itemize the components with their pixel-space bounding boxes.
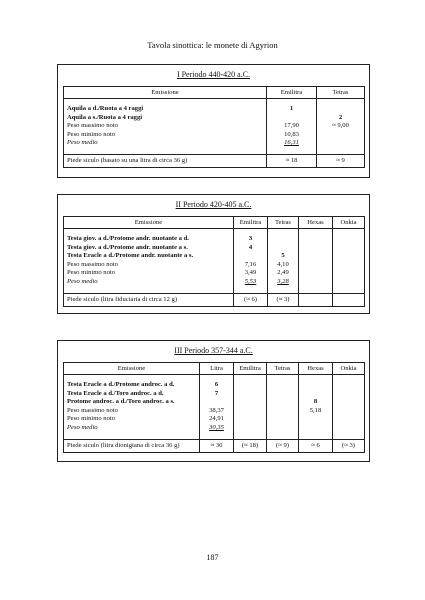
table-row: Peso massimo noto 38,37 5,18 — [64, 407, 365, 416]
period-1-table — [63, 86, 365, 168]
table-row: Peso medio 5,53 3,28 — [64, 278, 365, 287]
table-row: Peso minimo noto 24,91 — [64, 415, 365, 424]
header-emissione: Emissione — [64, 217, 234, 229]
table-row: Aquila a d./Ruota a 4 raggi 1 — [64, 105, 365, 114]
header-emissione: Emissione — [64, 87, 267, 99]
header-emilitra: Emilitra — [234, 363, 267, 375]
header-hexas: Hexas — [299, 363, 333, 375]
header-emilitra: Emilitra — [267, 87, 317, 99]
table-row: Testa Eracle a d./Protome androc. a d. 6 — [64, 381, 365, 390]
table-row: Aquila a s./Ruota a 4 raggi 2 — [64, 114, 365, 123]
table-row: Testa Eracle a d./Protome andr. nuotante a s. 5 — [64, 252, 365, 261]
table-row: Peso minimo noto 10,83 — [64, 131, 365, 140]
header-emissione: Emissione — [64, 363, 200, 375]
header-tetras: Tetras — [268, 217, 299, 229]
table-row: Peso medio 30,35 — [64, 424, 365, 433]
table-row: Testa Eracle a d./Toro androc. a d. 7 — [64, 390, 365, 399]
table-row: Testa giov. a d./Protome andr. nuotante a s. 4 — [64, 244, 365, 253]
table-row: Testa giov. a d./Protome andr. nuotante a d. 3 — [64, 235, 365, 244]
header-onkia: Onkia — [333, 363, 365, 375]
header-onkia: Onkia — [333, 217, 365, 229]
header-hexas: Hexas — [299, 217, 333, 229]
table-row: Peso massimo noto 17,90 ≈ 9,00 — [64, 122, 365, 131]
header-tetras: Tetras — [267, 363, 299, 375]
table-footer-row: Piede siculo (litra dionigiana di circa 36 g) ≈ 36 (≈ 18) (≈ 9) ≈ 6 (≈ 3) — [64, 439, 365, 452]
header-litra: Litra — [200, 363, 234, 375]
table-row: Peso massimo noto 7,16 4,10 — [64, 261, 365, 270]
header-tetras: Tetras — [317, 87, 365, 99]
period-2-title: II Periodo 420-405 a.C. — [175, 200, 252, 209]
table-row: Protome androc. a d./Toro androc. a s. 8 — [64, 398, 365, 407]
period-3-box — [57, 340, 370, 462]
period-1-box — [57, 64, 370, 178]
table-row: Peso medio 16,31 — [64, 139, 365, 148]
period-3-title: III Periodo 357-344 a.C. — [174, 346, 253, 355]
period-3-table — [63, 362, 365, 453]
period-2-box — [57, 194, 370, 314]
table-footer-row: Piede siculo (basato su una litra di circa 36 g) ≈ 18 ≈ 9 — [64, 154, 365, 167]
period-2-table — [63, 216, 365, 307]
header-emilitra: Emilitra — [234, 217, 268, 229]
table-footer-row: Piede siculo (litra fiduciaria di circa 12 g) (≈ 6) (≈ 3) — [64, 293, 365, 306]
page-number: 187 — [206, 553, 219, 562]
table-row: Peso minimo noto 3,49 2,49 — [64, 269, 365, 278]
period-1-title: I Periodo 440-420 a.C. — [176, 70, 251, 79]
page-title: Tavola sinottica: le monete di Agyrion — [147, 40, 278, 50]
